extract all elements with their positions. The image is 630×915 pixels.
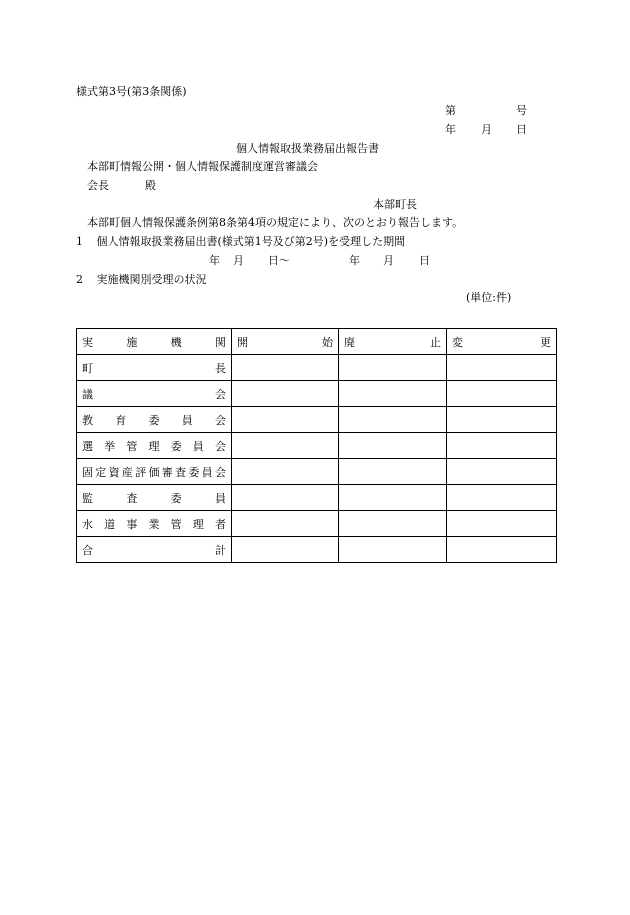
header-change: [447, 329, 557, 355]
change-count-cell: [447, 485, 557, 511]
agency-cell: [77, 537, 232, 563]
number-suffix: 号: [516, 104, 527, 117]
section-1-number: 1: [76, 235, 83, 248]
agency-table: [76, 328, 557, 563]
agency-cell: [77, 433, 232, 459]
agency-name: 教 育 委 員 会: [82, 413, 226, 427]
period-month-1: 月: [233, 254, 244, 267]
agency-name: 水 道 事 業 管 理 者: [82, 517, 226, 531]
number-prefix: 第: [445, 104, 456, 117]
abolish-count-cell: [339, 433, 447, 459]
change-count-cell: [447, 511, 557, 537]
section-2: [76, 273, 207, 287]
agency-name: 監 査 委 員: [82, 491, 226, 505]
document-title: 個人情報取扱業務届出報告書: [236, 142, 379, 155]
header-agency-text: 実 施 機 関: [82, 335, 226, 349]
header-abolish: [339, 329, 447, 355]
date-month: 月: [481, 123, 492, 136]
start-count-cell: [232, 433, 339, 459]
table-row: [77, 459, 557, 485]
table-row: [77, 537, 557, 563]
agency-name: 選 挙 管 理 委 員 会: [82, 439, 226, 453]
abolish-count-cell: [339, 407, 447, 433]
start-count-cell: [232, 485, 339, 511]
change-count-cell: [447, 459, 557, 485]
period-month-2: 月: [383, 254, 394, 267]
header-change-text: 変 更: [452, 335, 551, 349]
table-row: [77, 355, 557, 381]
period-line: [209, 254, 449, 268]
section-2-text: 実施機関別受理の状況: [96, 273, 207, 286]
abolish-count-cell: [339, 355, 447, 381]
agency-cell: [77, 355, 232, 381]
section-2-number: 2: [76, 273, 83, 286]
agency-cell: [77, 407, 232, 433]
change-count-cell: [447, 407, 557, 433]
abolish-count-cell: [339, 459, 447, 485]
agency-name: 合 計: [82, 543, 226, 557]
form-label: 様式第3号(第3条関係): [76, 85, 187, 98]
agency-cell: [77, 459, 232, 485]
period-day-2: 日: [419, 254, 430, 267]
section-1-text: 個人情報取扱業務届出書(様式第1号及び第2号)を受理した期間: [96, 235, 406, 248]
agency-name: 議 会: [82, 387, 226, 401]
agency-name: 固 定 資 産 評 価 審 査 委 員 会: [82, 465, 226, 479]
sender-name: 本部町長: [373, 198, 417, 211]
date-day: 日: [516, 123, 527, 136]
period-year-2: 年: [349, 254, 360, 267]
start-count-cell: [232, 381, 339, 407]
addressee-role: 会長: [87, 179, 109, 192]
agency-table-body: [77, 329, 557, 563]
change-count-cell: [447, 537, 557, 563]
period-year-1: 年: [209, 254, 220, 267]
table-row: [77, 433, 557, 459]
start-count-cell: [232, 459, 339, 485]
header-agency: [77, 329, 232, 355]
table-header-row: [77, 329, 557, 355]
body-text: 本部町個人情報保護条例第8条第4項の規定により、次のとおり報告します。: [87, 216, 464, 229]
period-day-1: 日〜: [268, 254, 290, 267]
change-count-cell: [447, 355, 557, 381]
table-row: [77, 485, 557, 511]
agency-name: 町 長: [82, 361, 226, 375]
header-start-text: 開 始: [237, 335, 333, 349]
unit-label: (単位:件): [466, 291, 512, 304]
addressee-honorific: 殿: [145, 179, 156, 192]
table-row: [77, 511, 557, 537]
addressee-org: 本部町情報公開・個人情報保護制度運営審議会: [87, 160, 318, 173]
agency-cell: [77, 381, 232, 407]
start-count-cell: [232, 537, 339, 563]
abolish-count-cell: [339, 485, 447, 511]
abolish-count-cell: [339, 537, 447, 563]
abolish-count-cell: [339, 381, 447, 407]
change-count-cell: [447, 433, 557, 459]
agency-cell: [77, 511, 232, 537]
start-count-cell: [232, 407, 339, 433]
agency-cell: [77, 485, 232, 511]
header-abolish-text: 廃 止: [344, 335, 441, 349]
abolish-count-cell: [339, 511, 447, 537]
section-1: [76, 235, 405, 249]
change-count-cell: [447, 381, 557, 407]
table-row: [77, 407, 557, 433]
header-start: [232, 329, 339, 355]
start-count-cell: [232, 355, 339, 381]
table-row: [77, 381, 557, 407]
date-year: 年: [445, 123, 456, 136]
start-count-cell: [232, 511, 339, 537]
